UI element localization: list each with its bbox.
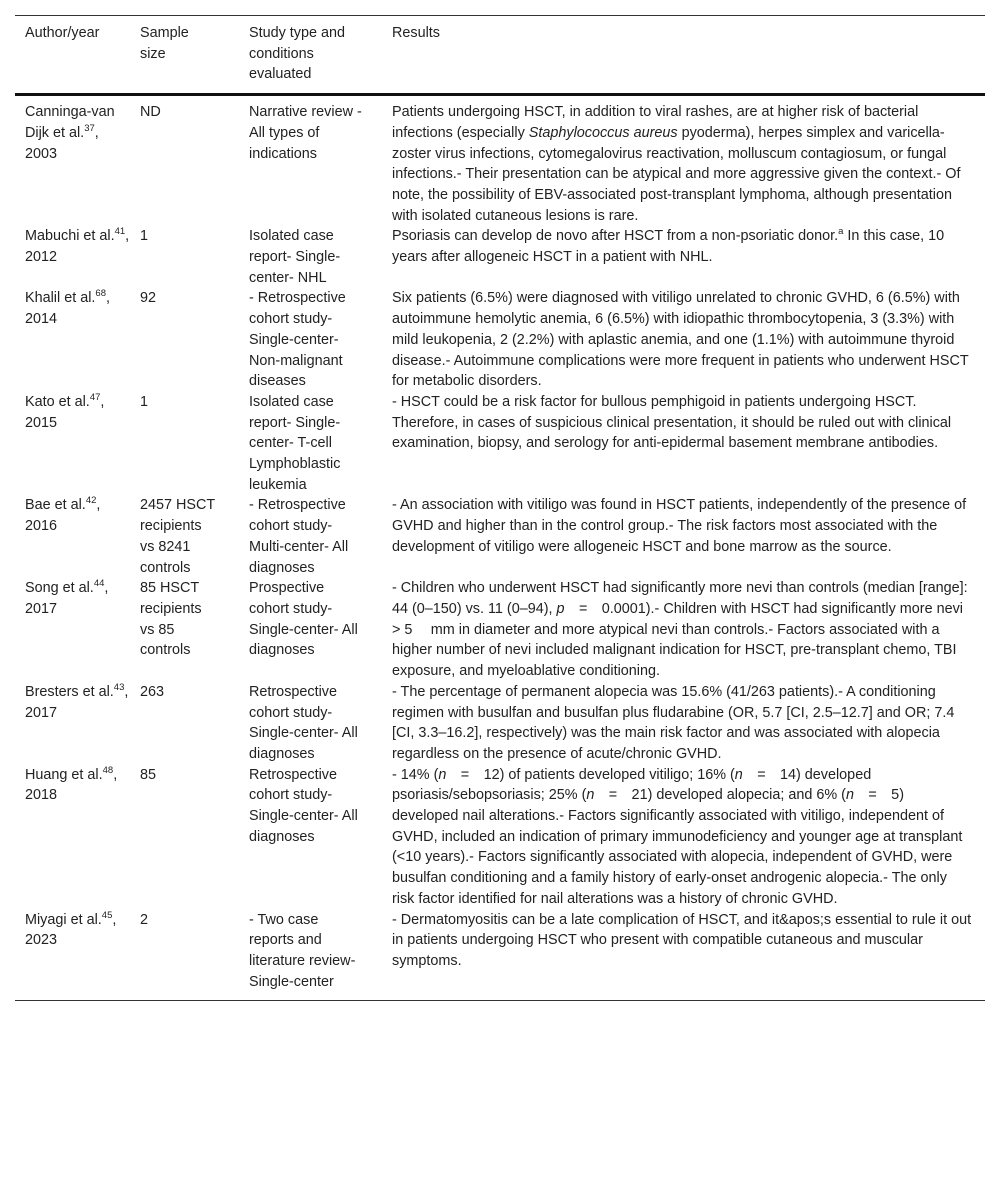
study-type-cell	[249, 682, 392, 765]
sample-size-cell	[140, 765, 249, 910]
results-text: Staphylococcus aureus	[528, 124, 678, 141]
results-text: = 0.0001).- Children with HSCT had significantly more nevi > 5 mm in diameter and more atypical nevi than controls.- Factors associated with a higher number of nevi included malignant indication for HSCT, pre-transplant chemo, TBI exposure, and myeloablative conditioning.	[392, 600, 963, 680]
table-row	[15, 578, 985, 682]
author-cell	[15, 95, 140, 227]
study-type-cell	[249, 95, 392, 227]
header-author-year	[15, 16, 140, 95]
results-cell	[392, 910, 985, 1001]
sample-size: 85	[140, 766, 157, 783]
results-text: = 5) developed nail alterations.- Factors significantly associated with vitiligo, independent of GVHD, included an indication of primary immunodeficiency and younger age at transplant (<10 years).- Factors significantly associated with alopecia, independent of GVHD, were busulfan conditioning and a family history of early-onset androgenic alopecia.- The only risk factor identified for nail alterations was a history of chronic GVHD.	[392, 787, 963, 907]
author-name: Canninga-van Dijk et al.	[25, 104, 115, 141]
table-body	[15, 95, 985, 1001]
year: , 2023	[25, 911, 117, 949]
results-text: = 14) developed psoriasis/sebopsoriasis; 25% (	[392, 766, 872, 804]
year: , 2012	[25, 228, 130, 266]
results-text: n	[586, 787, 595, 804]
results-text: n	[734, 766, 743, 783]
reference-number: 43	[113, 682, 125, 693]
footnote-marker: a	[838, 226, 844, 238]
author-cell	[15, 226, 140, 288]
results-text: n	[845, 787, 854, 804]
reference-number: 42	[85, 495, 97, 507]
results-cell	[392, 392, 985, 496]
reference-number: 45	[101, 909, 113, 921]
year: , 2017	[25, 580, 109, 617]
study-type-cell	[249, 288, 392, 392]
study-type: Narrative review - All types of indications	[249, 104, 362, 162]
header-label: Study type and conditions evaluated	[249, 25, 346, 83]
study-type-cell	[249, 578, 392, 682]
sample-size-cell	[140, 95, 249, 227]
sample-size-cell	[140, 226, 249, 288]
header-label: Author/year	[25, 25, 100, 41]
study-type: Retrospective cohort study- Single-center- All diagnoses	[249, 766, 358, 845]
author-cell	[15, 682, 140, 765]
author-cell	[15, 495, 140, 578]
study-type-cell	[249, 495, 392, 578]
reference-number: 37	[84, 123, 95, 135]
results-text: - HSCT could be a risk factor for bullous pemphigoid in patients undergoing HSCT. Therefore, in cases of suspicious clinical presentation, it should be ruled out with clinical examination, biopsy, and serology for anti-epidermal basement membrane antibodies.	[392, 393, 952, 452]
author-name: Miyagi et al.	[25, 911, 102, 928]
results-text: Six patients (6.5%) were diagnosed with vitiligo unrelated to chronic GVHD, 6 (6.5%) with autoimmune hemolytic anemia, 6 (6.5%) with idiopathic thrombocytopenia, 3 (3.3%) with mild leukopenia, 2 (2.2%) with aplastic anemia, and one (1.1%) with autoimmune thyroid disease.- Autoimmune complications were more frequent in patients who underwent HSCT for metabolic disorders.	[392, 290, 969, 390]
author-name: Mabuchi et al.	[25, 228, 115, 245]
header-results: Results	[392, 25, 440, 41]
reference-number: 48	[102, 764, 114, 776]
reference-number: 41	[114, 226, 126, 238]
results-cell	[392, 765, 985, 910]
results-text: n	[438, 766, 447, 783]
results-text: In this case, 10 years after allogeneic HSCT in a patient with NHL.	[392, 228, 945, 266]
table-row	[15, 288, 985, 392]
year: , 2014	[25, 290, 110, 328]
study-type: - Retrospective cohort study- Multi-center- All diagnoses	[249, 497, 349, 576]
sample-size: 1	[140, 228, 149, 245]
study-type: Isolated case report- Single-center- NHL	[249, 228, 341, 286]
results-text: Psoriasis can develop de novo after HSCT from a non-psoriatic donor.	[392, 228, 839, 245]
results-text: - The percentage of permanent alopecia was 15.6% (41/263 patients).- A conditioning regimen with busulfan and busulfan plus fludarabine (OR, 5.7 [CI, 2.5–12.7] and OR; 7.4 [CI, 3.3–16.2], respectively) was the main risk factor and was associated with alopecia regardless on the presence of acute/chronic GVHD.	[392, 683, 955, 762]
author-cell	[15, 288, 140, 392]
study-type-cell	[249, 392, 392, 496]
study-type: Prospective cohort study- Single-center- All diagnoses	[249, 580, 358, 659]
author-name: Huang et al.	[25, 766, 103, 783]
sample-size-cell	[140, 682, 249, 765]
table-row	[15, 226, 985, 288]
sample-size-cell	[140, 288, 249, 392]
sample-size-cell	[140, 910, 249, 1001]
study-type-cell	[249, 226, 392, 288]
results-cell	[392, 578, 985, 682]
author-cell	[15, 910, 140, 1001]
results-text: p	[556, 600, 565, 617]
study-type: Retrospective cohort study- Single-center- All diagnoses	[249, 683, 358, 762]
studies-table	[15, 15, 985, 1001]
author-cell	[15, 578, 140, 682]
author-name: Khalil et al.	[25, 290, 96, 307]
results-text: pyoderma), herpes simplex and varicella-zoster virus infections, cytomegalovirus reactivation, molluscum contagiosum, or fungal infections.- Their presentation can be atypical and more aggressive given the context.- Of note, the possibility of EBV-associated post-transplant lymphoma, although presentation with isolated cutaneous lesions is rare.	[392, 124, 961, 224]
author-name: Bae et al.	[25, 497, 86, 514]
table-row	[15, 392, 985, 496]
sample-size-cell	[140, 392, 249, 496]
study-type: - Retrospective cohort study- Single-center- Non-malignant diseases	[249, 290, 346, 390]
results-text: - Children who underwent HSCT had significantly more nevi than controls (median [range]: 44 (0–150) vs. 11 (0–94),	[392, 580, 968, 617]
sample-size: ND	[140, 104, 161, 121]
results-text: - 14% (	[392, 766, 439, 783]
reference-number: 44	[93, 578, 105, 590]
results-text: - An association with vitiligo was found in HSCT patients, independently of the presence of GVHD and higher than in the control group.- The risk factors most associated with the development of vitiligo were allogeneic HSCT and bone marrow as the source.	[392, 497, 967, 555]
reference-number: 47	[89, 392, 101, 404]
sample-size: 2	[140, 911, 149, 928]
sample-size-cell	[140, 495, 249, 578]
table-row	[15, 495, 985, 578]
results-cell	[392, 682, 985, 765]
header-label: Sample size	[140, 25, 189, 62]
results-cell	[392, 288, 985, 392]
sample-size: 92	[140, 290, 157, 307]
year: , 2018	[25, 766, 118, 804]
study-type: Isolated case report- Single-center- T-cell Lymphoblastic leukemia	[249, 393, 341, 493]
study-type: - Two case reports and literature review- Single-center	[249, 911, 356, 990]
results-text: - Dermatomyositis can be a late complication of HSCT, and it&apos;s essential to rule it out in patients undergoing HSCT who present with compatible cutaneous and muscular symptoms.	[392, 911, 972, 969]
results-text: Patients undergoing HSCT, in addition to viral rashes, are at higher risk of bacterial infections (especially	[392, 104, 919, 141]
table-row	[15, 95, 985, 227]
header-study-type	[249, 16, 392, 95]
study-type-cell	[249, 765, 392, 910]
author-name: Kato et al.	[25, 393, 90, 410]
sample-size-cell	[140, 578, 249, 682]
sample-size: 1	[140, 393, 149, 410]
year: , 2015	[25, 393, 105, 431]
author-name: Song et al.	[25, 580, 94, 597]
results-text: = 21) developed alopecia; and 6% (	[594, 787, 846, 804]
sample-size: 263	[140, 683, 165, 700]
results-cell	[392, 226, 985, 288]
author-name: Bresters et al.	[25, 683, 114, 700]
author-cell	[15, 392, 140, 496]
reference-number: 68	[95, 288, 106, 300]
table-header-row	[15, 16, 985, 95]
study-type-cell	[249, 910, 392, 1001]
results-cell	[392, 495, 985, 578]
year: , 2003	[25, 124, 99, 162]
year: , 2016	[25, 497, 101, 535]
sample-size: 85 HSCT recipients vs 85 controls	[140, 580, 202, 659]
results-cell	[392, 95, 985, 227]
year: , 2017	[25, 683, 129, 721]
table-row	[15, 682, 985, 765]
header-sample-size	[140, 16, 249, 95]
sample-size: 2457 HSCT recipients vs 8241 controls	[140, 497, 215, 576]
table-row	[15, 765, 985, 910]
author-cell	[15, 765, 140, 910]
results-text: = 12) of patients developed vitiligo; 16% (	[446, 766, 735, 783]
table-row	[15, 910, 985, 1001]
